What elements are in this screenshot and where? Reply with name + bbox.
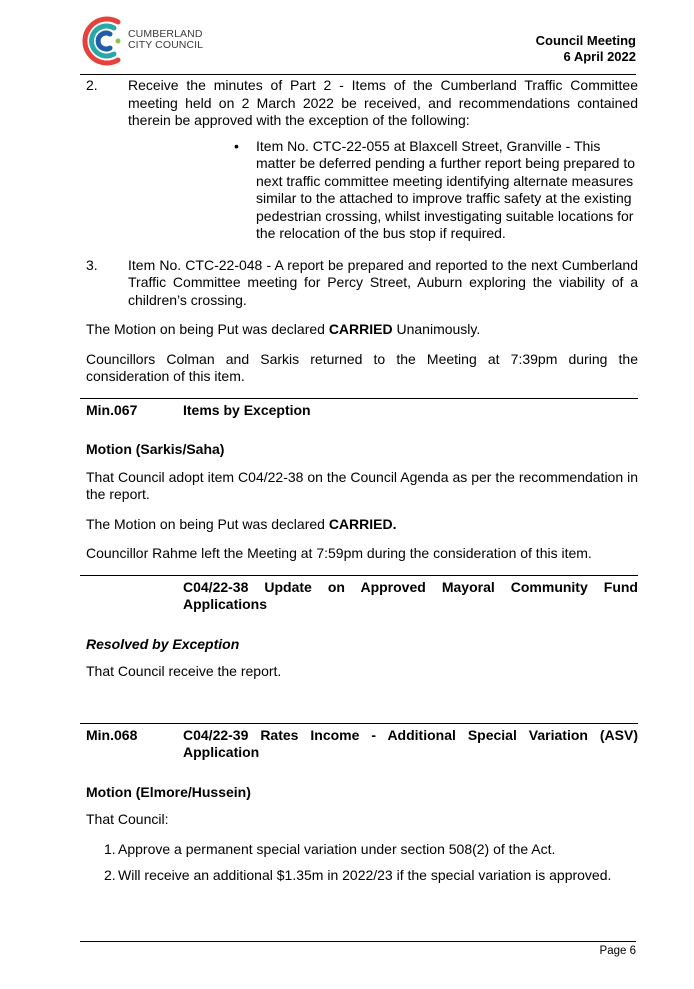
meeting-date: 6 April 2022 <box>563 49 636 64</box>
list-number: 2. <box>104 867 116 883</box>
item-number: 3. <box>86 256 98 273</box>
item-text: Receive the minutes of Part 2 - Items of the Cumberland Traffic Committee meeting held on 2 March 2022 be received, and recommendations contained therein be approved with the exception of the following: <box>128 77 638 128</box>
minute-number: Min.068 <box>86 726 138 743</box>
motion-movers: Motion (Elmore/Hussein) <box>86 783 251 800</box>
motion-result-status: CARRIED. <box>328 515 397 532</box>
exception-bullet <box>234 138 638 243</box>
list-number: 1. <box>104 840 116 857</box>
minute-title: Items by Exception <box>183 401 311 418</box>
item-title: C04/22-38 Update on Approved Mayoral Community Fund Applications <box>183 578 638 612</box>
council-logo <box>80 14 260 68</box>
item-number: 2. <box>86 77 98 93</box>
list-text: Will receive an additional $1.35m in 2022/23 if the special variation is approved. <box>118 867 612 883</box>
minute-title: C04/22-39 Rates Income - Additional Special Variation (ASV) Application <box>183 726 638 760</box>
resolution-intro: That Council: <box>86 811 169 827</box>
attendance-note: Councillors Colman and Sarkis returned to the Meeting at 7:39pm during the consideration of this item. <box>86 350 638 384</box>
council-name-line1: CUMBERLAND <box>128 28 203 40</box>
minute-number: Min.067 <box>86 401 138 418</box>
resolved-label: Resolved by Exception <box>86 635 240 652</box>
council-name-line2: CITY COUNCIL <box>128 39 204 51</box>
footer-divider <box>80 941 636 942</box>
motion-result: The Motion on being Put was declared CARRIED. <box>86 515 397 532</box>
attendance-note: Councillor Rahme left the Meeting at 7:59pm during the consideration of this item. <box>86 545 592 561</box>
meeting-info <box>536 33 636 65</box>
minute-heading-067 <box>80 398 638 420</box>
spacer <box>86 693 638 719</box>
motion-result-status: CARRIED <box>328 321 393 337</box>
numbered-item-3 <box>86 257 638 310</box>
resolution-list-item <box>104 867 638 885</box>
bullet-text: Item No. CTC-22-055 at Blaxcell Street, Granville - This matter be deferred pending a further report being prepared to next traffic committee meeting identifying alternate measures similar to the attached to improve traffic safety at the existing pedestrian crossing, whilst investigating suitable locations for the relocation of the bus stop if required. <box>256 137 636 241</box>
item-heading-c0438 <box>80 575 638 614</box>
minute-number-blank <box>86 579 183 614</box>
minute-heading-068 <box>80 723 638 762</box>
resolution-text: That Council receive the report. <box>86 663 282 679</box>
motion-result: The Motion on being Put was declared CARRIED Unanimously. <box>86 321 481 337</box>
list-text: Approve a permanent special variation under section 508(2) of the Act. <box>118 840 556 857</box>
resolution-list-item <box>104 841 638 859</box>
item-text: Item No. CTC-22-048 - A report be prepared and reported to the next Cumberland Traffic Committee meeting for Percy Street, Auburn exploring the viability of a children’s crossing. <box>128 256 638 308</box>
motion-movers: Motion (Sarkis/Saha) <box>86 441 225 457</box>
council-name <box>128 29 203 51</box>
page-number: Page 6 <box>599 945 636 957</box>
meeting-title: Council Meeting <box>535 33 636 48</box>
resolution-text: That Council adopt item C04/22-38 on the Council Agenda as per the recommendation in the report. <box>86 468 638 502</box>
numbered-item-2 <box>86 77 638 243</box>
header-divider <box>80 74 636 75</box>
minutes-content <box>86 77 638 894</box>
bullet-icon: • <box>234 137 239 154</box>
council-logo-icon <box>80 14 126 68</box>
